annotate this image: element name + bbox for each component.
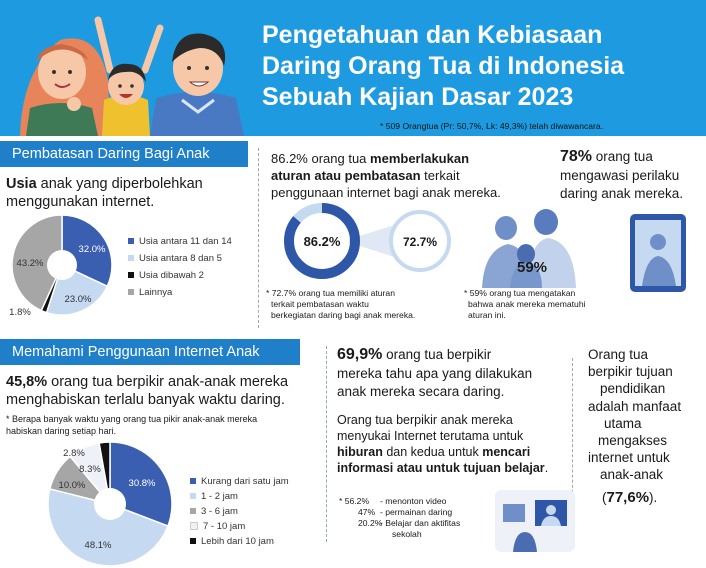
education-line: berpikir tujuan: [588, 364, 673, 380]
usage-footnote-1: * Berapa banyak waktu yang orang tua pikir anak-anak mereka: [6, 414, 258, 424]
title-line-1: Pengetahuan dan Kebiasaan: [262, 21, 603, 49]
restriction-foot-3: berkegiatan daring bagi anak mereka.: [271, 310, 416, 320]
pie-label: 43.2%: [16, 258, 44, 269]
restriction-line-1: [271, 150, 469, 167]
divider: [326, 346, 328, 542]
family-foot-3: aturan ini.: [468, 310, 506, 320]
activity-pct: 47%: [358, 507, 376, 517]
think-p2-line-4: [337, 460, 548, 477]
family-foot-2: bahwa anak mereka mematuhi: [468, 299, 586, 309]
think-rest: orang tua berpikir: [382, 347, 492, 362]
legend-swatch: [190, 493, 196, 499]
section-bar-usage: Memahami Penggunaan Internet Anak: [0, 339, 300, 365]
legend-swatch: [190, 538, 196, 544]
legend-swatch: [190, 508, 196, 514]
pie-label: 48.1%: [84, 540, 112, 551]
family-label: 59%: [516, 259, 548, 276]
title-line-3: Sebuah Kajian Dasar 2023: [262, 83, 574, 111]
age-heading-rest: anak yang diperbolehkan: [36, 176, 203, 192]
supervise-line-2: mengawasi perilaku: [560, 168, 680, 183]
supervise-rest: orang tua: [592, 149, 653, 164]
legend-age-item: [128, 287, 172, 298]
think-pct: 69,9%: [337, 346, 383, 363]
activity-text: sekolah: [392, 529, 422, 539]
restriction-line2-rest: terkait: [420, 168, 460, 183]
age-heading: [6, 176, 203, 193]
restriction-foot-1: * 72.7% orang tua memiliki aturan: [266, 288, 395, 298]
legend-time-item: [190, 491, 238, 502]
usage-footnote-2: habiskan daring setiap hari.: [6, 426, 117, 436]
usage-stat-pct: 45,8%: [6, 374, 48, 390]
think-line-3: anak mereka secara daring.: [337, 384, 505, 399]
legend-swatch: [128, 255, 134, 261]
education-line: anak-anak: [600, 467, 664, 483]
legend-swatch: [128, 238, 134, 244]
supervise-pct: 78%: [560, 148, 593, 165]
legend-swatch: [128, 289, 134, 295]
activity-text: - permainan daring: [380, 507, 453, 517]
divider: [258, 148, 260, 328]
usage-stat-rest: orang tua berpikir anak-anak mereka: [47, 374, 289, 390]
pie-label: 23.0%: [64, 294, 92, 305]
pie-label: 1.8%: [9, 307, 31, 318]
legend-label: 3 - 6 jam: [201, 506, 238, 517]
think-p2-line-1: Orang tua berpikir anak mereka: [337, 413, 513, 427]
think-p2-line-3: [337, 444, 530, 461]
think-p2-mid: dan kedua untuk: [382, 445, 483, 459]
donut-label: 86.2%: [303, 234, 341, 249]
legend-label: Lainnya: [139, 287, 173, 298]
pie-label: 32.0%: [78, 244, 106, 255]
family-icon: [470, 206, 590, 288]
restriction-bold-1: memberlakukan: [370, 151, 470, 166]
education-line: pendidikan: [600, 381, 666, 397]
pie-chart-age: [0, 208, 250, 323]
education-line: Orang tua: [588, 347, 649, 362]
pie-chart-time: [0, 432, 190, 568]
activity-text: - menonton video: [380, 496, 447, 506]
header-banner: [0, 0, 706, 136]
divider: [572, 358, 574, 508]
think-bold-mencari: mencari: [482, 445, 531, 459]
legend-time-item: [190, 506, 238, 517]
think-bold-informasi: informasi atau untuk tujuan belajar: [337, 461, 545, 475]
restriction-bold-2: aturan atau pembatasan: [271, 168, 421, 183]
legend-label: Lebih dari 10 jam: [201, 536, 274, 547]
legend-label: 1 - 2 jam: [201, 491, 238, 502]
think-line-2: mereka tahu apa yang dilakukan: [337, 366, 533, 381]
legend-label: Usia antara 11 dan 14: [139, 236, 232, 247]
survey-note: * 509 Orangtua (Pr: 50,7%, Lk: 49,3%) telah diwawancara.: [380, 121, 604, 131]
legend-age-item: [128, 236, 232, 247]
activity-pct: * 56.2%: [339, 496, 370, 506]
supervise-line-1: [560, 148, 653, 165]
think-p2-line-2: menyukai Internet terutama untuk: [337, 429, 524, 443]
legend-time-item: [190, 521, 245, 532]
usage-stat: [6, 374, 288, 391]
education-line: mengakses: [598, 433, 668, 448]
legend-swatch: [190, 478, 196, 484]
pie-hole: [94, 488, 126, 520]
activity-text: - Belajar dan aktifitas: [380, 518, 461, 528]
education-paren: ).: [649, 490, 658, 505]
usage-stat-line2: menghabiskan terlalu banyak waktu daring.: [6, 392, 285, 408]
pie-label: 10.0%: [58, 480, 86, 491]
age-heading-bold: Usia: [6, 176, 37, 192]
restriction-line-3: penggunaan internet bagi anak mereka.: [271, 185, 501, 200]
section-bar-restriction: Pembatasan Daring Bagi Anak: [0, 141, 248, 167]
pie-hole: [47, 250, 77, 280]
legend-label: Kurang dari satu jam: [201, 476, 289, 487]
video-call-icon: [495, 490, 575, 552]
pie-label: 8.3%: [79, 464, 101, 475]
education-line: utama: [604, 415, 642, 431]
legend-age-item: [128, 253, 222, 264]
family-foot-1: * 59% orang tua mengatakan: [464, 288, 576, 298]
legend-label: 7 - 10 jam: [203, 521, 246, 532]
title-line-2: Daring Orang Tua di Indonesia: [262, 52, 625, 80]
restriction-foot-2: terkait pembatasan waktu: [271, 299, 369, 309]
education-line: adalah manfaat: [588, 398, 682, 414]
education-paren: (: [602, 490, 607, 505]
education-pct: 77,6%: [606, 489, 650, 506]
legend-time-item: [190, 476, 289, 487]
legend-label: Usia dibawah 2: [139, 270, 204, 281]
legend-label: Usia antara 8 dan 5: [139, 253, 222, 264]
page-title: [262, 20, 702, 113]
think-line-1: [337, 346, 491, 363]
restriction-pre: 86.2% orang tua: [271, 151, 371, 166]
supervise-line-3: daring anak mereka.: [560, 186, 684, 201]
family-illustration: [0, 0, 260, 136]
restriction-donut: [282, 200, 462, 284]
legend-time-item: [190, 536, 274, 547]
pie-label: 2.8%: [63, 448, 85, 459]
restriction-line-2: [271, 167, 460, 184]
education-line: internet untuk: [588, 450, 670, 466]
legend-swatch: [190, 522, 198, 530]
pie-label: 30.8%: [128, 478, 156, 489]
legend-age-item: [128, 270, 204, 281]
education-pct-line: [602, 489, 657, 506]
legend-swatch: [128, 272, 134, 278]
small-circle-label: 72.7%: [402, 235, 438, 249]
activity-pct: 20.2%: [358, 518, 383, 528]
tablet-icon: [628, 212, 690, 296]
age-heading-line2: menggunakan internet.: [6, 194, 155, 210]
think-bold-hiburan: hiburan: [337, 445, 383, 459]
think-p2-end: .: [544, 461, 549, 475]
